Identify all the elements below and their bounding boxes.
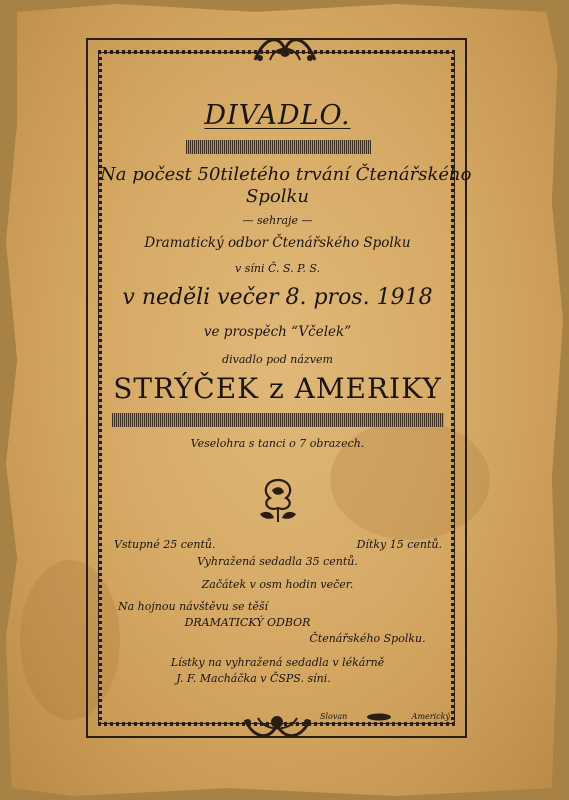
event-date: v neděli večer 8. pros. 1918	[122, 285, 433, 310]
title-rule	[186, 140, 371, 154]
children-price: Dítky 15 centů.	[356, 538, 442, 551]
printer-mark	[320, 712, 450, 721]
venue-text: v síni Č. S. P. S.	[235, 262, 320, 275]
poster-title: DIVADLO.	[204, 100, 351, 131]
organizer-line-1: DRAMATICKÝ ODBOR	[184, 616, 311, 629]
tickets-line-1: Lístky na vyhražená sedadla v lékárně	[170, 656, 385, 669]
genre-text: Veselohra s tanci o 7 obrazech.	[190, 437, 365, 450]
reserved-price: Vyhražená sedadla 35 centů.	[197, 555, 358, 568]
printer-left: Slovan	[320, 712, 348, 721]
tickets-line-2: J. F. Macháčka v ČSPS. síni.	[176, 672, 331, 685]
bottom-scroll-ornament-icon	[240, 700, 315, 745]
play-title-rule	[112, 413, 444, 427]
play-title: STRÝČEK z AMERIKY	[113, 372, 442, 405]
printer-mark-icon	[366, 713, 392, 721]
benefit-text: ve prospěch “Včelek”	[203, 324, 352, 340]
play-intro: divadlo pod názvem	[222, 353, 333, 366]
top-scroll-ornament-icon	[250, 30, 320, 70]
invite-text: Na hojnou návštěvu se těší	[118, 600, 269, 613]
occasion-line-2: Spolku	[246, 186, 309, 207]
occasion-line-1: Na počest 50tiletého trvání Čtenářského	[100, 164, 472, 185]
rose-flower-icon	[252, 474, 304, 524]
performs-text: — sehraje —	[242, 214, 313, 227]
printer-right: Americký	[411, 712, 450, 721]
admission-price: Vstupné 25 centů.	[114, 538, 216, 551]
start-time: Začátek v osm hodin večer.	[201, 578, 354, 591]
price-row	[114, 538, 442, 551]
organizer-line-2: Čtenářského Spolku.	[309, 632, 426, 645]
group-name: Dramatický odbor Čtenářského Spolku	[144, 235, 411, 251]
